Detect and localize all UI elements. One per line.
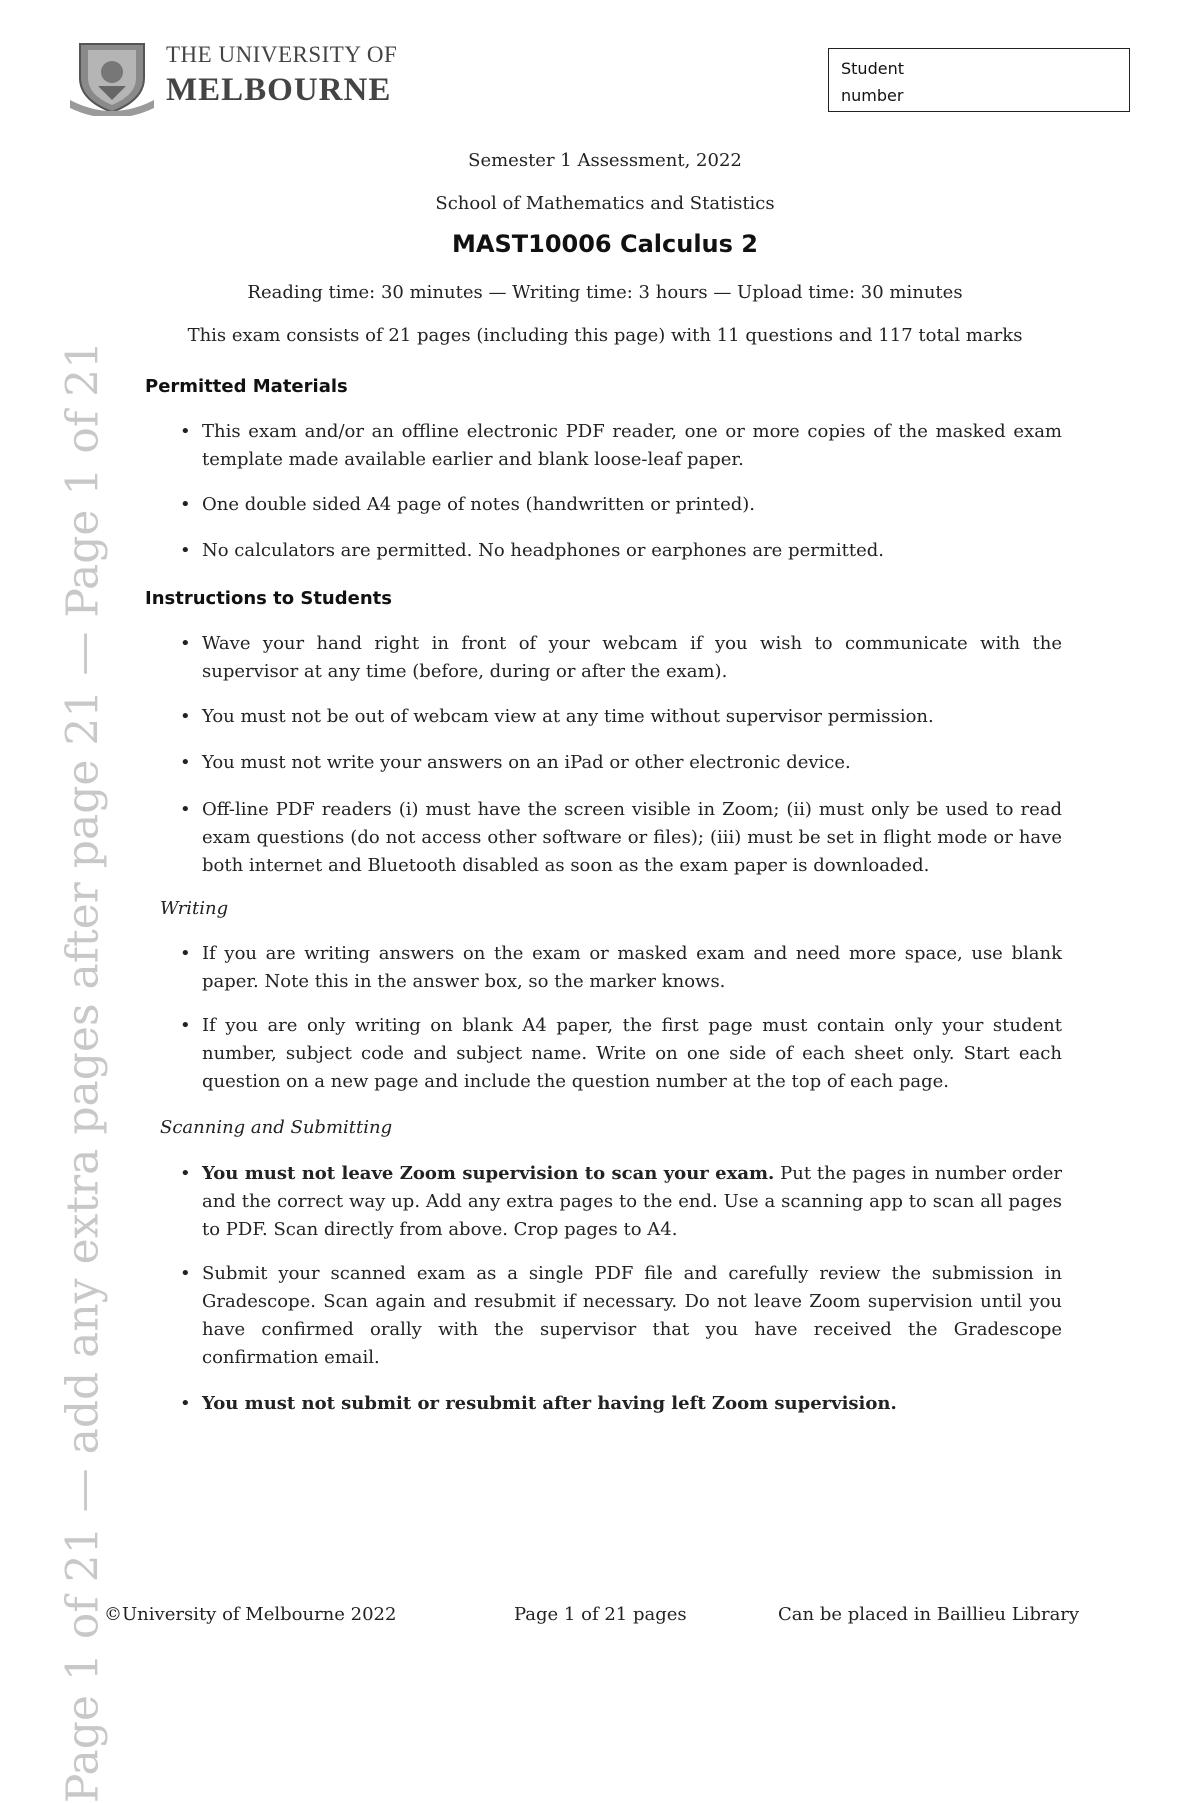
student-number-box[interactable] <box>828 48 1130 112</box>
bullet-icon: • <box>180 494 191 515</box>
bullet-icon: • <box>180 1393 191 1414</box>
footer-page-number: Page 1 of 21 pages <box>514 1604 687 1625</box>
bullet-icon: • <box>180 540 191 561</box>
exam-summary: This exam consists of 21 pages (including this page) with 11 questions and 117 total marks <box>187 325 1023 346</box>
footer-copyright: ©University of Melbourne 2022 <box>104 1604 397 1625</box>
bullet-icon: • <box>180 706 191 727</box>
list-item: • If you are only writing on blank A4 paper, the first page must contain only your student number, subject code and subject name. Write on one side of each sheet only. Start each question on a new page and include the question number at the top of each page. <box>180 1012 1062 1096</box>
list-item: • Submit your scanned exam as a single PDF file and carefully review the submission in Gradescope. Scan again and resubmit if necessary. Do not leave Zoom supervision until you have confirmed orally with the supervisor that you have received the Gradescope confirmation email. <box>180 1260 1062 1372</box>
bullet-icon: • <box>180 633 191 654</box>
list-item: • Off-line PDF readers (i) must have the screen visible in Zoom; (ii) must only be used to read exam questions (do not access other software or files); (iii) must be set in flight mode or have both internet and Bluetooth disabled as soon as the exam paper is downloaded. <box>180 796 1062 880</box>
permitted-materials-heading: Permitted Materials <box>145 376 348 397</box>
list-item: • You must not write your answers on an iPad or other electronic device. <box>180 749 1062 777</box>
exam-times: Reading time: 30 minutes — Writing time: 3 hours — Upload time: 30 minutes <box>247 282 963 303</box>
list-item: • No calculators are permitted. No headphones or earphones are permitted. <box>180 537 1062 565</box>
bullet-icon: • <box>180 1263 191 1284</box>
page-title: MAST10006 Calculus 2 <box>452 230 758 258</box>
list-item: • Wave your hand right in front of your webcam if you wish to communicate with the supervisor at any time (before, during or after the exam). <box>180 630 1062 686</box>
instructions-heading: Instructions to Students <box>145 588 392 609</box>
list-item: • This exam and/or an offline electronic PDF reader, one or more copies of the masked exam template made available earlier and blank loose-leaf paper. <box>180 418 1062 474</box>
list-item: • You must not submit or resubmit after having left Zoom supervision. <box>180 1390 1062 1418</box>
footer-library: Can be placed in Baillieu Library <box>778 1604 1080 1625</box>
scan-warning-bold: You must not leave Zoom supervision to scan your exam. <box>202 1163 775 1184</box>
list-item: • One double sided A4 page of notes (handwritten or printed). <box>180 491 1062 519</box>
student-number-label-line1: Student <box>841 59 904 78</box>
university-logo <box>68 38 398 116</box>
list-item: • You must not be out of webcam view at any time without supervisor permission. <box>180 703 1062 731</box>
university-name-line2: MELBOURNE <box>166 72 392 108</box>
assessment-line: Semester 1 Assessment, 2022 <box>468 150 742 171</box>
crest-icon <box>68 38 156 116</box>
bullet-icon: • <box>180 1015 191 1036</box>
scan-instructions: Put the pages in number order and the correct way up. Add any extra pages to the end. Use a scanning app to scan all pages to PDF. Scan directly from above. Crop pages to A4. <box>202 1163 1063 1240</box>
list-item <box>180 1160 1062 1244</box>
student-number-label-line2: number <box>841 86 904 105</box>
page-watermark: Page 1 of 21 — add any extra pages after page 21 — Page 1 of 21 <box>57 340 109 1803</box>
school-line: School of Mathematics and Statistics <box>435 193 775 214</box>
bullet-icon: • <box>180 943 191 964</box>
scanning-heading: Scanning and Submitting <box>160 1117 393 1138</box>
bullet-icon: • <box>180 752 191 773</box>
writing-heading: Writing <box>160 898 229 919</box>
bullet-icon: • <box>180 1163 191 1184</box>
bullet-icon: • <box>180 799 191 820</box>
list-item: • If you are writing answers on the exam or masked exam and need more space, use blank paper. Note this in the answer box, so the marker knows. <box>180 940 1062 996</box>
bullet-icon: • <box>180 421 191 442</box>
university-name-line1: THE UNIVERSITY OF <box>166 42 398 67</box>
